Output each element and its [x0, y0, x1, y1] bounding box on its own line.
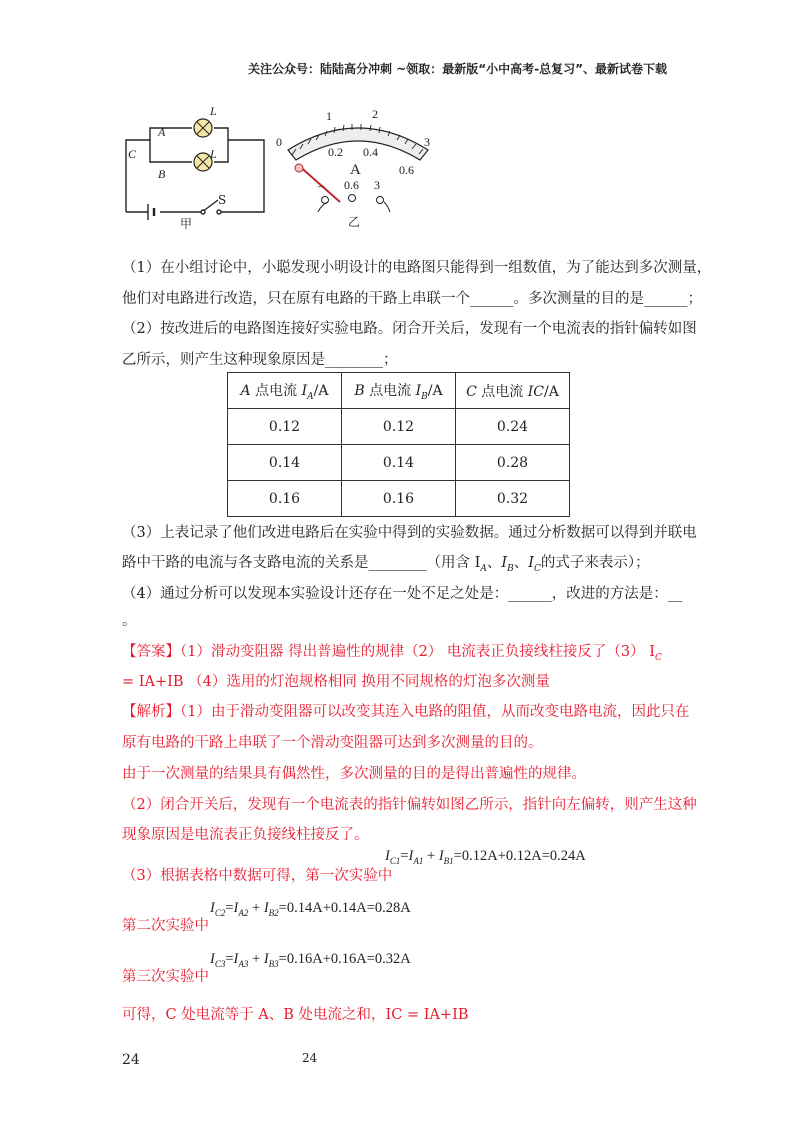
answer-line2: = IA+IB （4）选用的灯泡规格相同 换用不同规格的灯泡多次测量 — [122, 674, 550, 690]
label-s: S — [218, 193, 227, 207]
formula-2: $I_{C2}=I_{A2} + I_{B2}=0.14A+0.14A=0.28A$ — [210, 900, 411, 918]
label-l1: L — [210, 104, 217, 118]
conclusion: 可得，C 处电流等于 A、B 处电流之和，IC = IA+IB — [122, 1007, 469, 1023]
caption-yi: 乙 — [348, 215, 361, 229]
scale-top-0: 0 — [276, 135, 282, 149]
page-number-center: 24 — [302, 1051, 318, 1065]
scale-bottom-2: 0.4 — [363, 145, 378, 159]
scale-top-3: 3 — [424, 135, 430, 149]
analysis-p1-line1: 【解析】（1）由于滑动变阻器可以改变其连入电路的阻值，从而改变电路电流，因此只在 — [122, 704, 690, 720]
table-cell: 0.32 — [456, 481, 570, 517]
terminal-3: 3 — [374, 178, 380, 192]
table-header-cell: C 点电流 IC/A — [456, 373, 570, 409]
terminal-neg: – — [318, 178, 324, 192]
q1-line2: 他们对电路进行改造，只在原有电路的干路上串联一个______。多次测量的目的是______； — [122, 291, 702, 307]
table-cell: 0.12 — [228, 409, 342, 445]
analysis-p2-line1: （2）闭合开关后，发现有一个电流表的指针偏转如图乙所示，指针向左偏转，则产生这种 — [122, 797, 697, 813]
analysis-p1-line3: 由于一次测量的结果具有偶然性，多次测量的目的是得出普遍性的规律。 — [122, 766, 586, 782]
table-header-row — [228, 373, 570, 409]
table-cell: 0.24 — [456, 409, 570, 445]
table-header-cell: A 点电流 $I_A/A$ — [228, 373, 342, 409]
q2-line2: 乙所示，则产生这种现象原因是________； — [122, 352, 398, 368]
formula-3: $I_{C3}=I_{A3} + I_{B3}=0.16A+0.16A=0.32A$ — [210, 951, 411, 969]
caption-jia: 甲 — [180, 217, 193, 230]
analysis-p3-line1: （3）根据表格中数据可得，第一次实验中 — [122, 868, 393, 884]
analysis-p1-line2: 原有电路的干路上串联了一个滑动变阻器可达到多次测量的目的。 — [122, 735, 543, 751]
label-b: B — [158, 167, 166, 181]
q1-line1: （1）在小组讨论中，小聪发现小明设计的电路图只能得到一组数值，为了能达到多次测量， — [122, 260, 712, 276]
third-label: 第三次实验中 — [122, 969, 209, 985]
label-c: C — [128, 147, 137, 161]
scale-top-2: 2 — [372, 107, 378, 121]
table-cell: 0.28 — [456, 445, 570, 481]
scale-bottom-1: 0.2 — [328, 145, 343, 159]
q2-line1: （2）按改进后的电路图连接好实验电路。闭合开关后，发现有一个电流表的指针偏转如图 — [122, 321, 697, 337]
table-row — [228, 481, 570, 517]
page-header: 关注公众号：陆陆高分冲刺 ~领取：最新版“小中高考-总复习”、最新试卷下载 — [248, 62, 667, 76]
scale-bottom-3: 0.6 — [399, 163, 414, 177]
answer-line1: 【答案】（1）滑动变阻器 得出普遍性的规律（2） 电流表正负接线柱接反了（3） $I_C$ — [122, 644, 662, 663]
q3-line1: （3）上表记录了他们改进电路后在实验中得到的实验数据。通过分析数据可以得到并联电 — [122, 525, 697, 541]
lamp-l1-icon — [194, 119, 212, 137]
analysis-p2-line2: 现象原因是电流表正负接线柱接反了。 — [122, 827, 369, 843]
second-label: 第二次实验中 — [122, 918, 209, 934]
ammeter-diagram — [270, 102, 445, 232]
scale-top-1: 1 — [326, 109, 332, 123]
label-l2: L — [210, 147, 217, 161]
table-header-cell: B 点电流 $I_B/A$ — [342, 373, 456, 409]
table-row — [228, 409, 570, 445]
table-cell: 0.16 — [228, 481, 342, 517]
table-cell: 0.14 — [228, 445, 342, 481]
table-cell: 0.12 — [342, 409, 456, 445]
table-cell: 0.14 — [342, 445, 456, 481]
page-number-left: 24 — [122, 1052, 140, 1068]
q4-line1: （4）通过分析可以发现本实验设计还存在一处不足之处是：______，改进的方法是：__ — [122, 586, 683, 602]
data-table — [227, 372, 570, 517]
table-cell: 0.16 — [342, 481, 456, 517]
q3-line2: 路中干路的电流与各支路电流的关系是________（用含 $I_A$、$I_B$、$I_C$的式子来表示）； — [122, 555, 650, 574]
ammeter-unit: A — [350, 162, 361, 178]
q4-line2: 。 — [122, 613, 137, 629]
circuit-diagram — [118, 100, 278, 230]
terminal-06: 0.6 — [344, 178, 359, 192]
label-a: A — [158, 125, 166, 139]
formula-1: $I_{C1}=I_{A1} + I_{B1}=0.12A+0.12A=0.24A$ — [385, 848, 586, 866]
table-row — [228, 445, 570, 481]
